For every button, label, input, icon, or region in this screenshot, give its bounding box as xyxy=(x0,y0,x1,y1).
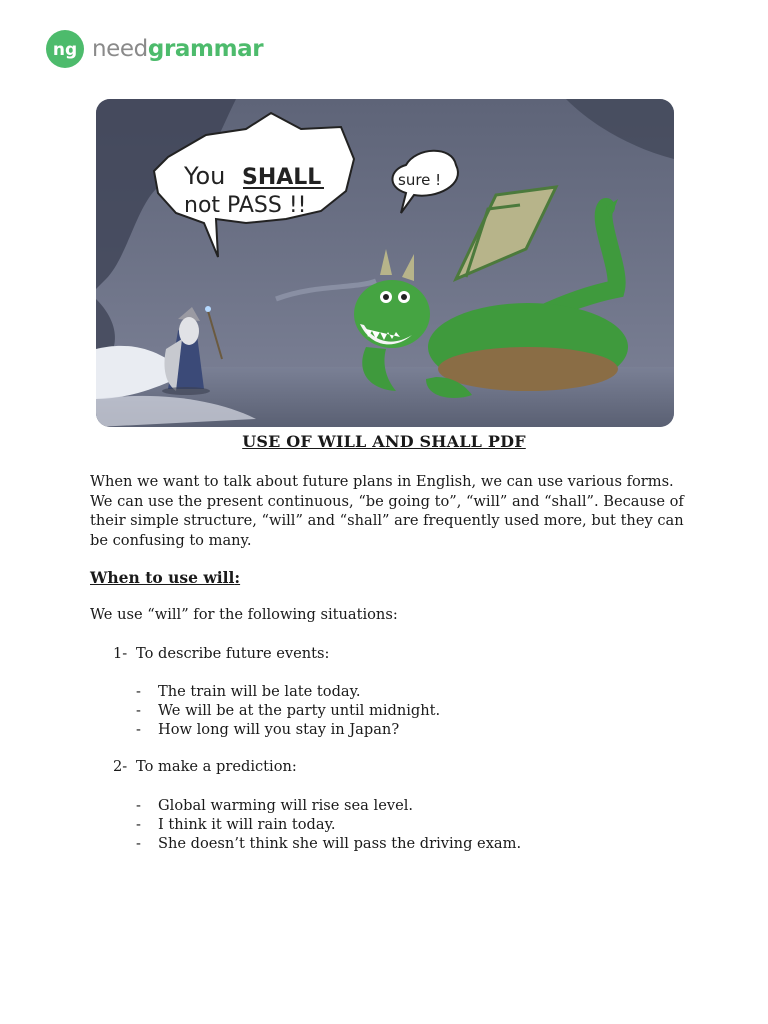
intro-line: We can use the present continuous, “be going to”, “will” and “shall”. Because of xyxy=(90,492,684,510)
example-text: How long will you stay in Japan? xyxy=(158,721,400,738)
list-item xyxy=(136,701,440,720)
logo-mark-icon xyxy=(46,30,84,68)
list-item xyxy=(136,815,521,834)
bullet-dash: - xyxy=(136,835,141,852)
wizard-dragon-illustration xyxy=(96,99,674,427)
item-number: 2- xyxy=(113,758,128,775)
list-item xyxy=(136,720,440,739)
bullet-dash: - xyxy=(136,702,141,719)
bullet-dash: - xyxy=(136,721,141,738)
section-heading-colon: : xyxy=(234,568,241,587)
example-list xyxy=(136,682,440,739)
wizard-speech-line2: not PASS !! xyxy=(184,193,307,218)
example-text: She doesn’t think she will pass the driving exam. xyxy=(158,835,522,852)
logo-wordmark xyxy=(92,30,263,68)
logo-word-need: need xyxy=(92,36,148,62)
intro-line: When we want to talk about future plans in English, we can use various forms. xyxy=(90,473,674,490)
example-text: Global warming will rise sea level. xyxy=(158,797,414,814)
list-item xyxy=(136,796,521,815)
example-text: The train will be late today. xyxy=(158,683,361,700)
example-text: I think it will rain today. xyxy=(158,816,336,833)
document-title: USE OF WILL AND SHALL PDF xyxy=(242,432,526,451)
numbered-item xyxy=(113,758,297,775)
item-label: To describe future events: xyxy=(136,645,330,662)
intro-line: be confusing to many. xyxy=(90,531,252,549)
dragon-speech: sure ! xyxy=(398,171,442,189)
intro-paragraph xyxy=(90,472,690,550)
bullet-dash: - xyxy=(136,683,141,700)
bullet-dash: - xyxy=(136,816,141,833)
logo-word-grammar: grammar xyxy=(147,36,264,62)
intro-line: their simple structure, “will” and “shall” are frequently used more, but they can xyxy=(90,512,684,529)
wizard-speech-part1: You xyxy=(184,162,226,190)
list-item xyxy=(136,682,440,701)
list-item xyxy=(136,834,521,853)
bullet-dash: - xyxy=(136,797,141,814)
example-text: We will be at the party until midnight. xyxy=(158,702,441,719)
section-heading xyxy=(90,568,240,587)
logo-initials: ng xyxy=(52,40,78,60)
needgrammar-logo[interactable] xyxy=(46,29,263,69)
wizard-speech-shall: SHALL xyxy=(242,165,322,190)
item-label: To make a prediction: xyxy=(136,758,297,775)
item-number: 1- xyxy=(113,645,128,662)
section-intro: We use “will” for the following situations: xyxy=(90,606,398,623)
example-list xyxy=(136,796,521,853)
section-heading-text: When to use will xyxy=(90,568,235,587)
numbered-item xyxy=(113,645,329,662)
